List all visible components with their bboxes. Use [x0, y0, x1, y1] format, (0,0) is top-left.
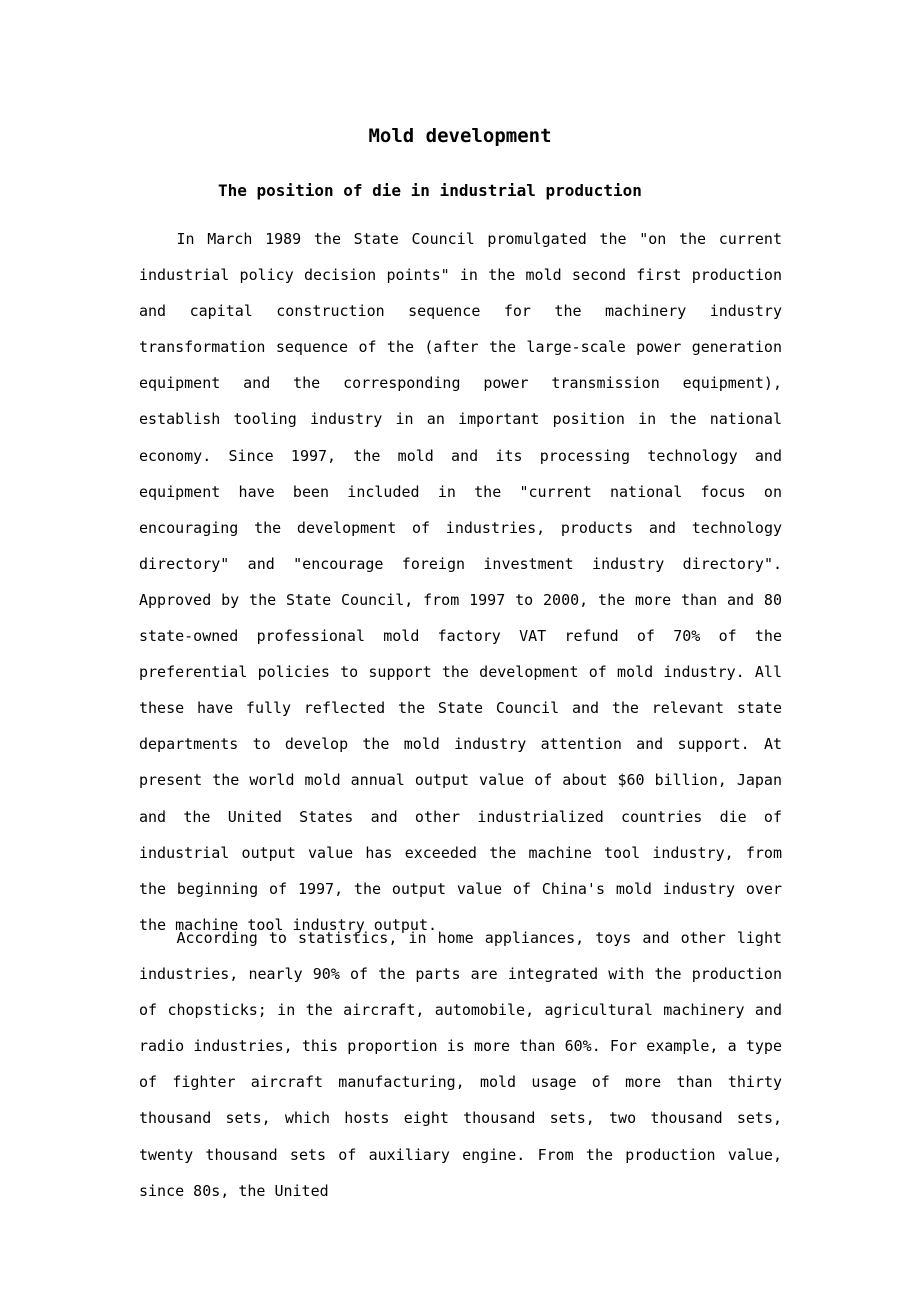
page-title: Mold development — [368, 125, 552, 147]
body-paragraph: In March 1989 the State Council promulgated the "on the current industrial policy decision points" in the mold second first production and capital construction sequence for the machinery industry transformation sequence of the (after the large-scale power generation equipment and the corresponding power transmission equipment), establish tooling industry in an important position in the national economy. Since 1997, the mold and its processing technology and equipment have been included in the "current national focus on encouraging the development of industries, products and technology directory" and "encourage foreign investment industry directory". Approved by the State Council, from 1997 to 2000, the more than and 80 state-owned professional mold factory VAT refund of 70% of the preferential policies to support the development of mold industry. All these have fully reflected the State Council and the relevant state departments to develop the mold industry attention and support. At present the world mold annual output value of about $60 billion, Japan and the United States and other industrialized countries die of industrial output value has exceeded the machine tool industry, from the beginning of 1997, the output value of China's mold industry over the machine tool industry output. — [139, 230, 782, 934]
body-paragraph: According to statistics, in home appliances, toys and other light industries, nearly 90% of the parts are integrated with the production of chopsticks; in the aircraft, automobile, agricultural machinery and radio industries, this proportion is more than 60%. For example, a type of fighter aircraft manufacturing, mold usage of more than thirty thousand sets, which hosts eight thousand sets, two thousand sets, twenty thousand sets of auxiliary engine. From the production value, since 80s, the United — [139, 929, 782, 1200]
section-heading: The position of die in industrial production — [218, 181, 642, 200]
